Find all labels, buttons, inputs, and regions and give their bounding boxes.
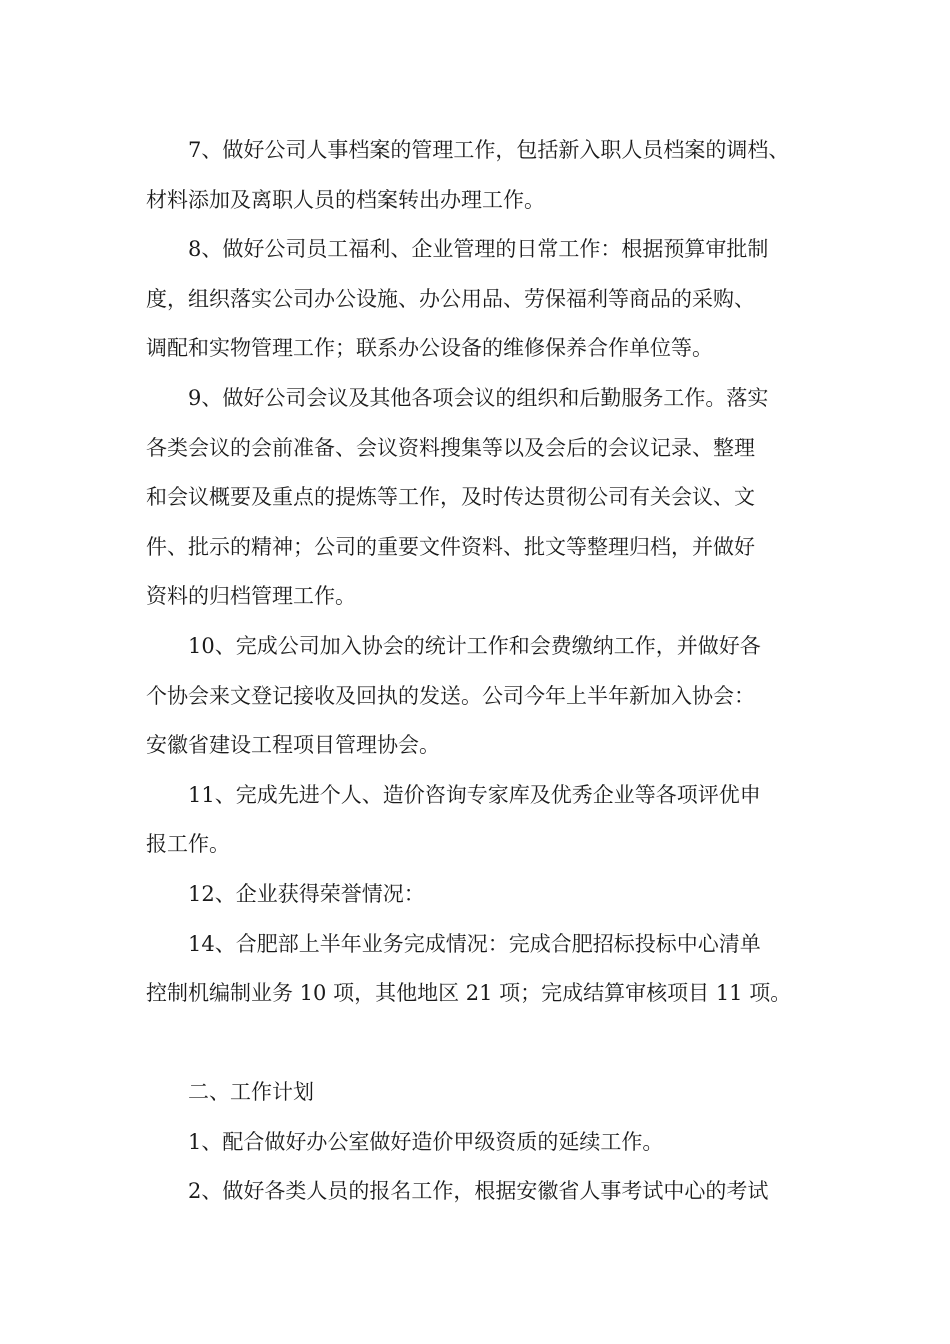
paragraph-item-10 — [146, 622, 810, 771]
paragraph-item-8 — [146, 225, 810, 374]
text-line: 控制机编制业务 10 项，其他地区 21 项；完成结算审核项目 11 项。 — [146, 981, 792, 1006]
text-line: 2、做好各类人员的报名工作，根据安徽省人事考试中心的考试 — [188, 1179, 769, 1204]
paragraph-plan-2 — [146, 1167, 810, 1217]
text-line: 1、配合做好办公室做好造价甲级资质的延续工作。 — [188, 1129, 664, 1154]
text-line: 8、做好公司员工福利、企业管理的日常工作：根据预算审批制 — [188, 237, 769, 262]
text-line: 资料的归档管理工作。 — [146, 584, 356, 609]
text-line: 安徽省建设工程项目管理协会。 — [146, 733, 440, 758]
text-line: 10、完成公司加入协会的统计工作和会费缴纳工作，并做好各 — [188, 633, 761, 658]
paragraph-item-14 — [146, 920, 810, 1019]
text-line: 14、合肥部上半年业务完成情况：完成合肥招标投标中心清单 — [188, 931, 761, 956]
paragraph-item-9 — [146, 374, 810, 622]
text-line: 个协会来文登记接收及回执的发送。公司今年上半年新加入协会： — [146, 683, 755, 708]
document-page — [146, 126, 810, 1217]
section-heading — [146, 1068, 810, 1118]
text-line: 9、做好公司会议及其他各项会议的组织和后勤服务工作。落实 — [188, 385, 769, 410]
text-line: 12、企业获得荣誉情况： — [188, 881, 425, 906]
text-line: 各类会议的会前准备、会议资料搜集等以及会后的会议记录、整理 — [146, 435, 755, 460]
paragraph-item-7 — [146, 126, 810, 225]
text-line: 调配和实物管理工作；联系办公设备的维修保养合作单位等。 — [146, 336, 713, 361]
blank-line — [146, 1019, 810, 1069]
text-line: 材料添加及离职人员的档案转出办理工作。 — [146, 187, 545, 212]
text-line: 11、完成先进个人、造价咨询专家库及优秀企业等各项评优申 — [188, 782, 761, 807]
text-line: 度，组织落实公司办公设施、办公用品、劳保福利等商品的采购、 — [146, 286, 755, 311]
paragraph-item-12 — [146, 870, 810, 920]
paragraph-plan-1 — [146, 1118, 810, 1168]
paragraph-item-11 — [146, 771, 810, 870]
text-line: 和会议概要及重点的提炼等工作，及时传达贯彻公司有关会议、文 — [146, 485, 755, 510]
text-line: 件、批示的精神；公司的重要文件资料、批文等整理归档，并做好 — [146, 534, 755, 559]
heading-text: 二、工作计划 — [188, 1080, 314, 1105]
text-line: 报工作。 — [146, 832, 230, 857]
text-line: 7、做好公司人事档案的管理工作，包括新入职人员档案的调档、 — [188, 138, 790, 162]
